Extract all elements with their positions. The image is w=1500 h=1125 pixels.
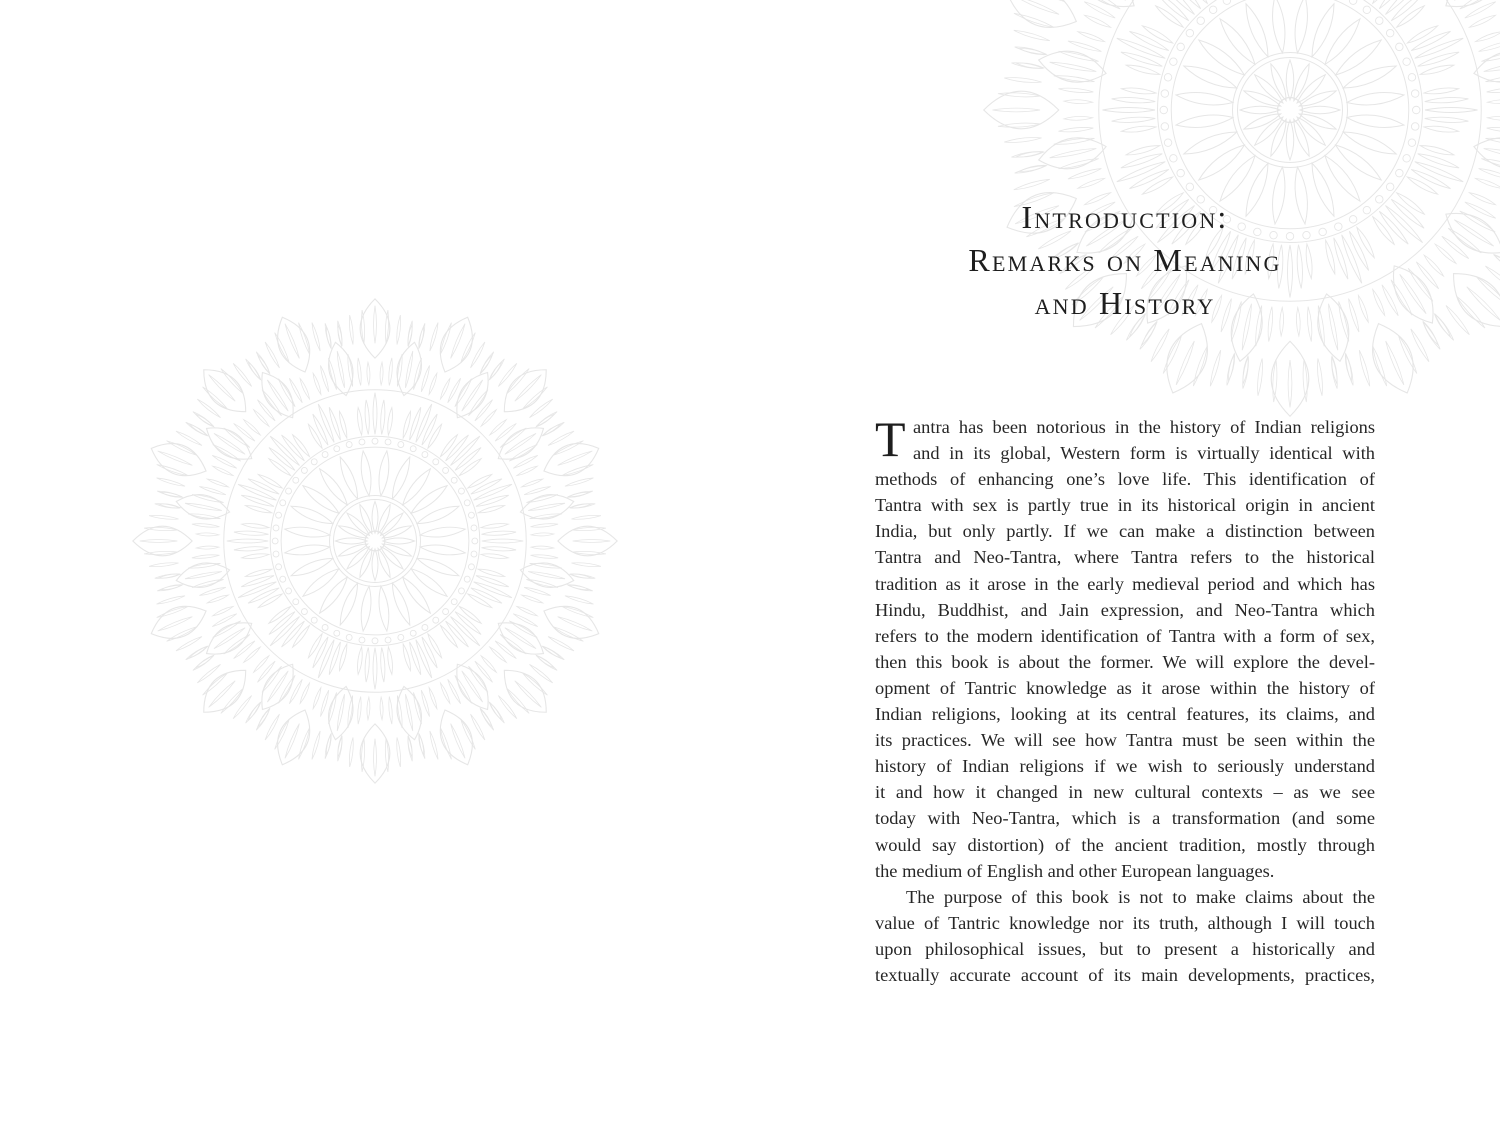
text-line: tradition as it arose in the early medieval period and which has — [875, 573, 1375, 594]
drop-cap: T — [875, 411, 906, 467]
text-line: history of Indian religions if we wish to seriously understand — [875, 756, 1375, 777]
text-line: upon philosophical issues, but to present a historically and — [875, 938, 1375, 959]
text-line: then this book is about the former. We will explore the devel- — [875, 651, 1375, 672]
chapter-title-line: Remarks on Meaning — [968, 242, 1282, 278]
text-line: India, but only partly. If we can make a distinction between — [875, 521, 1375, 542]
text-line: methods of enhancing one’s love life. This identification of — [875, 469, 1375, 490]
chapter-title — [870, 196, 1380, 325]
right-page — [750, 0, 1500, 1125]
text-line: Indian religions, looking at its central features, its claims, and — [875, 704, 1375, 725]
text-line: the medium of English and other European languages. — [875, 860, 1275, 881]
chapter-title-line: and History — [1034, 285, 1216, 321]
text-line: Tantra and Neo-Tantra, where Tantra refers to the historical — [875, 547, 1375, 568]
text-line: textually accurate account of its main developments, practices, — [875, 964, 1375, 985]
text-line: and in its global, Western form is virtually identical with — [913, 443, 1375, 464]
body-text — [875, 411, 1375, 988]
text-line: would say distortion) of the ancient tradition, mostly through — [875, 834, 1375, 855]
text-line: today with Neo-Tantra, which is a transformation (and some — [875, 808, 1375, 829]
text-line: refers to the modern identification of Tantra with a form of sex, — [875, 625, 1375, 646]
text-line: its practices. We will see how Tantra must be seen within the — [875, 730, 1375, 751]
mandala-ornament-icon — [118, 284, 632, 798]
text-line: opment of Tantric knowledge as it arose within the history of — [875, 677, 1375, 698]
text-line-content: antra has been notorious in the history of Indian religions — [913, 417, 1375, 437]
text-line: The purpose of this book is not to make claims about the — [906, 886, 1375, 907]
chapter-title-line: Introduction: — [1021, 199, 1229, 235]
text-line: value of Tantric knowledge nor its truth, although I will touch — [875, 912, 1375, 933]
text-line: Hindu, Buddhist, and Jain expression, and Neo-Tantra which — [875, 599, 1375, 620]
text-line: it and how it changed in new cultural contexts – as we see — [875, 782, 1375, 803]
text-line: Tantra with sex is partly true in its historical origin in ancient — [875, 495, 1375, 516]
